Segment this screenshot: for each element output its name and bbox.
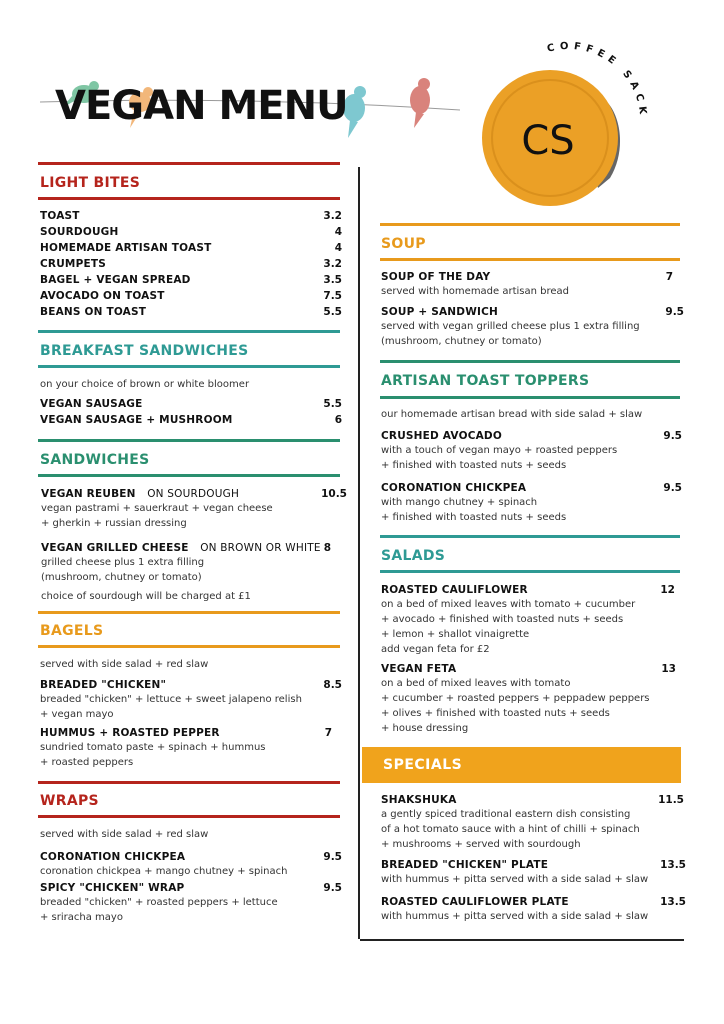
menu-item — [40, 881, 342, 925]
light-bites-heading: LIGHT BITES — [40, 175, 141, 191]
toast-toppers-heading: ARTISAN TOAST TOPPERS — [381, 373, 590, 389]
section-rule — [38, 162, 340, 165]
item-name: SOURDOUGH — [40, 226, 119, 238]
item-name: BAGEL + VEGAN SPREAD — [40, 274, 191, 286]
sandwiches-note: choice of sourdough will be charged at £1 — [41, 591, 251, 602]
item-description: on a bed of mixed leaves with tomato + cucumber + avocado + finished with toasted nuts + seeds + lemon + shallot vinaigrette add vegan feta for £2 — [381, 599, 636, 655]
item-description: vegan pastrami + sauerkraut + vegan cheese + gherkin + russian dressing — [41, 503, 273, 529]
item-description: on a bed of mixed leaves with tomato + cucumber + roasted peppers + peppadew peppers + olives + finished with toasted nuts + seeds + house dressing — [381, 678, 650, 734]
item-name: ROASTED CAULIFLOWER PLATE — [381, 896, 569, 908]
item-price: 11.5 — [658, 794, 684, 806]
menu-item — [40, 305, 342, 321]
menu-item — [381, 793, 684, 852]
page-title: VEGAN MENU — [55, 83, 348, 129]
section-rule — [38, 815, 340, 818]
section-rule — [38, 365, 340, 368]
item-name: HUMMUS + ROASTED PEPPER — [40, 727, 220, 739]
item-description: a gently spiced traditional eastern dish consisting of a hot tomato sauce with a hint of chilli + spinach + mushrooms + served with sourdough — [381, 809, 640, 850]
item-price: 4 — [334, 242, 342, 254]
menu-item — [40, 209, 342, 225]
section-rule — [380, 360, 680, 363]
breakfast-list — [40, 397, 342, 429]
section-rule — [38, 330, 340, 333]
menu-item — [381, 895, 686, 924]
wraps-note: served with side salad + red slaw — [40, 829, 209, 840]
menu-item — [40, 241, 342, 257]
item-name: VEGAN SAUSAGE — [40, 398, 143, 410]
menu-item — [381, 305, 684, 349]
item-price: 13.5 — [660, 859, 686, 871]
item-name: SHAKSHUKA — [381, 794, 457, 806]
bagels-heading: BAGELS — [40, 623, 104, 639]
breakfast-heading: BREAKFAST SANDWICHES — [40, 343, 249, 359]
item-price: 8.5 — [323, 679, 342, 691]
salads-heading: SALADS — [381, 548, 446, 564]
item-name: CORONATION CHICKPEA — [40, 851, 186, 863]
item-name: CORONATION CHICKPEA — [381, 482, 527, 494]
item-name: SPICY "CHICKEN" WRAP — [40, 882, 185, 894]
item-name: BEANS ON TOAST — [40, 306, 147, 318]
specials-heading: SPECIALS — [383, 757, 463, 773]
item-price: 5.5 — [323, 398, 342, 410]
item-price: 13 — [661, 663, 676, 675]
item-price: 5.5 — [323, 306, 342, 318]
menu-item — [381, 858, 686, 887]
item-name: VEGAN GRILLED CHEESE — [41, 542, 189, 554]
item-name: CRUSHED AVOCADO — [381, 430, 502, 442]
menu-item — [40, 413, 342, 429]
menu-item — [40, 850, 342, 879]
item-subtitle: ON SOURDOUGH — [147, 488, 240, 500]
item-price: 9.5 — [665, 306, 684, 318]
item-name: SOUP OF THE DAY — [381, 271, 491, 283]
item-description: served with homemade artisan bread — [381, 286, 570, 297]
section-rule — [380, 396, 680, 399]
section-rule — [38, 439, 340, 442]
wraps-heading: WRAPS — [40, 793, 99, 809]
light-bites-list — [40, 209, 342, 321]
item-name: VEGAN FETA — [381, 663, 457, 675]
section-rule — [38, 197, 340, 200]
soup-heading: SOUP — [381, 236, 426, 252]
item-price: 6 — [334, 414, 342, 426]
item-name: HOMEMADE ARTISAN TOAST — [40, 242, 212, 254]
item-price: 8 — [323, 542, 331, 554]
section-rule — [38, 474, 340, 477]
menu-item — [40, 397, 342, 413]
bottom-rule — [360, 939, 684, 941]
section-rule — [380, 258, 680, 261]
section-rule — [380, 223, 680, 226]
menu-item — [41, 541, 331, 585]
item-description: with hummus + pitta served with a side salad + slaw — [381, 874, 649, 885]
item-price: 13.5 — [660, 896, 686, 908]
item-price: 9.5 — [323, 851, 342, 863]
item-description: with a touch of vegan mayo + roasted peppers + finished with toasted nuts + seeds — [381, 445, 618, 471]
section-rule — [38, 645, 340, 648]
bird-icon — [402, 74, 438, 130]
section-rule — [38, 781, 340, 784]
menu-item — [40, 273, 342, 289]
section-rule — [38, 611, 340, 614]
item-subtitle: ON BROWN OR WHITE — [200, 542, 321, 554]
item-description: served with vegan grilled cheese plus 1 extra filling (mushroom, chutney or tomato) — [381, 321, 640, 347]
item-price: 4 — [334, 226, 342, 238]
item-description: coronation chickpea + mango chutney + spinach — [40, 866, 288, 877]
breakfast-note: on your choice of brown or white bloomer — [40, 379, 250, 390]
item-name: BREADED "CHICKEN" — [40, 679, 167, 691]
item-description: grilled cheese plus 1 extra filling (mushroom, chutney or tomato) — [41, 557, 205, 583]
item-name: SOUP + SANDWICH — [381, 306, 498, 318]
item-name: TOAST — [40, 210, 80, 222]
menu-item — [41, 487, 347, 531]
item-price: 12 — [660, 584, 675, 596]
menu-item — [40, 289, 342, 305]
item-price: 7.5 — [323, 290, 342, 302]
item-price: 7 — [665, 271, 673, 283]
item-price: 3.2 — [323, 258, 342, 270]
menu-item — [381, 481, 682, 525]
item-description: sundried tomato paste + spinach + hummus + roasted peppers — [40, 742, 266, 768]
item-price: 10.5 — [321, 488, 347, 500]
item-price: 9.5 — [323, 882, 342, 894]
menu-item — [381, 662, 676, 736]
sandwiches-heading: SANDWICHES — [40, 452, 150, 468]
menu-item — [40, 678, 342, 722]
item-price: 9.5 — [663, 482, 682, 494]
menu-item — [40, 257, 342, 273]
menu-item — [40, 225, 342, 241]
menu-item — [381, 583, 675, 657]
item-price: 7 — [324, 727, 332, 739]
item-price: 3.2 — [323, 210, 342, 222]
item-name: VEGAN SAUSAGE + MUSHROOM — [40, 414, 233, 426]
logo-ring-text: COFFEE SACK — [546, 40, 649, 120]
section-rule — [380, 535, 680, 538]
item-name: BREADED "CHICKEN" PLATE — [381, 859, 549, 871]
toast-toppers-note: our homemade artisan bread with side salad + slaw — [381, 409, 643, 420]
column-divider — [358, 167, 360, 939]
item-name: CRUMPETS — [40, 258, 106, 270]
logo-initials: CS — [521, 118, 575, 164]
menu-item — [40, 726, 332, 770]
menu-item — [381, 270, 673, 299]
item-name: VEGAN REUBEN — [41, 488, 136, 500]
item-description: with hummus + pitta served with a side salad + slaw — [381, 911, 649, 922]
item-name: ROASTED CAULIFLOWER — [381, 584, 528, 596]
section-rule — [380, 570, 680, 573]
coffee-sack-logo — [470, 38, 655, 213]
menu-item — [381, 429, 682, 473]
item-description: with mango chutney + spinach + finished with toasted nuts + seeds — [381, 497, 567, 523]
bagels-note: served with side salad + red slaw — [40, 659, 209, 670]
item-price: 3.5 — [323, 274, 342, 286]
item-price: 9.5 — [663, 430, 682, 442]
item-name: AVOCADO ON TOAST — [40, 290, 165, 302]
item-description: breaded "chicken" + lettuce + sweet jalapeno relish + vegan mayo — [40, 694, 302, 720]
item-description: breaded "chicken" + roasted peppers + lettuce + sriracha mayo — [40, 897, 278, 923]
